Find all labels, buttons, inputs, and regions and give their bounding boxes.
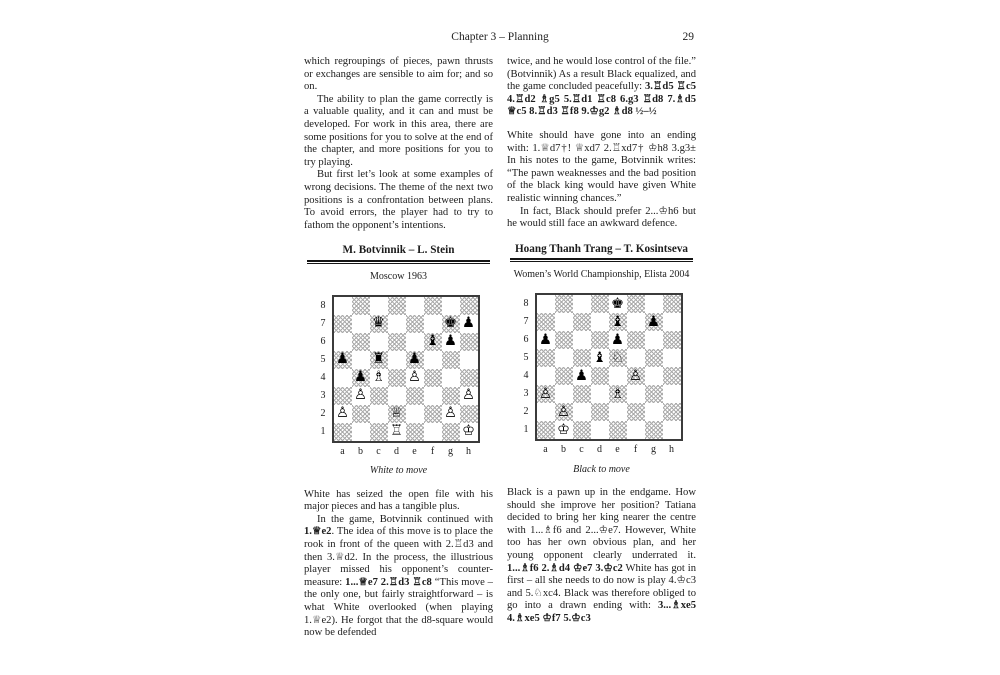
board-square	[460, 369, 478, 387]
board-row	[304, 295, 493, 443]
board-square	[352, 297, 370, 315]
file-label: f	[430, 445, 435, 457]
chess-piece: ♟	[645, 313, 663, 331]
board-square	[591, 331, 609, 349]
board-square	[663, 331, 681, 349]
rank-label: 3	[320, 389, 326, 401]
file-label: f	[633, 443, 638, 455]
chess-piece: ♙	[537, 385, 555, 403]
board-square	[370, 333, 388, 351]
board-square	[663, 403, 681, 421]
chess-diagram-botvinnik-stein	[304, 295, 493, 478]
paragraph	[507, 487, 696, 626]
text-segment: 1...♕e7 2.♖d3 ♖c8	[345, 576, 432, 588]
board-square	[406, 423, 424, 441]
board-square	[370, 297, 388, 315]
chess-board	[535, 293, 683, 441]
chess-piece: ♟	[575, 367, 588, 384]
diagram-caption: Black to move	[573, 463, 630, 475]
board-square	[334, 297, 352, 315]
board-rank-labels	[318, 295, 329, 443]
rank-label: 3	[523, 387, 529, 399]
board-square	[352, 351, 370, 369]
board-square	[388, 297, 406, 315]
paragraph	[507, 56, 696, 119]
board-square	[573, 349, 591, 367]
board-square	[573, 313, 591, 331]
board-square	[645, 367, 663, 385]
chess-piece: ♗	[372, 369, 385, 386]
file-label: a	[543, 443, 548, 455]
chess-piece: ♚	[442, 315, 460, 333]
board-square	[406, 297, 424, 315]
board-square	[442, 297, 460, 315]
text-segment: White should have gone into an ending with: 1.♕d7†! ♕xd7 2.♖xd7† ♔h8 3.g3± In his notes to the game, Botvinnik writes: “The pawn weaknesses and the bad position of the black king would have given White realistic winning chances.”	[507, 129, 696, 204]
game-title: M. Botvinnik – L. Stein	[342, 244, 455, 257]
rank-label: 8	[523, 297, 529, 309]
chess-piece: ♙	[354, 387, 367, 404]
chess-piece: ♙	[462, 387, 475, 404]
board-square	[537, 367, 555, 385]
board-square	[406, 387, 424, 405]
board-square	[537, 421, 555, 439]
right-column	[507, 56, 696, 640]
chess-piece: ♗	[609, 385, 627, 403]
board-square	[645, 385, 663, 403]
file-label: h	[466, 445, 471, 457]
chess-piece: ♙	[555, 403, 573, 421]
board-square	[460, 405, 478, 423]
board-square	[555, 295, 573, 313]
chapter-title: Chapter 3 – Planning	[451, 31, 549, 43]
board-square	[424, 387, 442, 405]
board-square	[591, 403, 609, 421]
left-column	[304, 56, 493, 640]
board-square	[424, 351, 442, 369]
rank-label: 5	[320, 353, 326, 365]
chess-piece: ♚	[611, 295, 624, 312]
file-labels-spacer	[523, 444, 537, 457]
file-label: d	[597, 443, 602, 455]
board-square	[663, 349, 681, 367]
board-square	[627, 349, 645, 367]
text-segment: Black is a pawn up in the endgame. How should she improve her position? Tatiana decided to bring her king nearer the centre with 1...♗f6 and 2...♔e7. However, White too has her own obvious plan, and her young opponent clearly underrated it.	[507, 487, 696, 562]
paragraph	[304, 169, 493, 232]
board-square	[442, 387, 460, 405]
rank-label: 1	[320, 425, 326, 437]
chess-piece: ♔	[462, 423, 475, 440]
chess-piece: ♟	[462, 315, 475, 332]
board-square	[591, 385, 609, 403]
page-header	[304, 31, 696, 43]
chess-piece: ♙	[408, 369, 421, 386]
chess-piece: ♟	[539, 331, 552, 348]
board-square	[591, 367, 609, 385]
text-segment: 3.♖d5 ♖c5 4.♖d2 ♗g5 5.♖d1 ♖c8 6.g3 ♖d8 7.♗d5 ♕c5 8.♖d3 ♖f8 9.♔g2 ♗d8 ½–½	[507, 81, 696, 118]
game-title: Hoang Thanh Trang – T. Kosintseva	[514, 242, 689, 255]
text-segment: In the game, Botvinnik continued with	[317, 513, 493, 525]
board-square	[352, 333, 370, 351]
chess-piece: ♛	[370, 315, 388, 333]
rank-label: 6	[320, 335, 326, 347]
paragraph	[304, 94, 493, 170]
text-segment: White has seized the open file with his major pieces and has a tangible plus.	[304, 488, 493, 513]
board-square	[460, 333, 478, 351]
board-square	[388, 333, 406, 351]
rank-label: 7	[320, 317, 326, 329]
board-square	[334, 369, 352, 387]
board-square	[370, 387, 388, 405]
page-number: 29	[682, 31, 694, 43]
board-file-labels	[507, 444, 696, 457]
board-square	[406, 405, 424, 423]
board-square	[591, 295, 609, 313]
rank-label: 5	[523, 351, 529, 363]
file-labels	[537, 444, 681, 457]
board-rank-labels	[521, 293, 532, 441]
board-square	[573, 385, 591, 403]
chess-piece: ♙	[627, 367, 645, 385]
board-square	[388, 369, 406, 387]
board-square	[555, 331, 573, 349]
paragraph	[304, 56, 493, 94]
chess-piece: ♝	[424, 333, 442, 351]
board-square	[663, 421, 681, 439]
file-label: h	[669, 443, 674, 455]
file-label: e	[615, 443, 620, 455]
board-square	[555, 385, 573, 403]
board-square	[406, 315, 424, 333]
board-square	[334, 333, 352, 351]
file-label: d	[394, 445, 399, 457]
board-square	[442, 423, 460, 441]
diagram-caption: White to move	[369, 465, 428, 477]
text-segment: 1.♕e2	[304, 526, 332, 538]
board-row	[507, 293, 696, 441]
board-square	[537, 295, 555, 313]
board-square	[663, 295, 681, 313]
file-label: e	[412, 445, 417, 457]
file-label: b	[561, 443, 566, 455]
file-label: a	[340, 445, 345, 457]
chess-piece: ♟	[444, 333, 457, 350]
board-square	[537, 349, 555, 367]
rank-label: 2	[320, 407, 326, 419]
board-square	[555, 349, 573, 367]
rank-label: 4	[320, 371, 326, 383]
board-square	[627, 403, 645, 421]
board-square	[388, 351, 406, 369]
chess-board	[332, 295, 480, 443]
board-square	[424, 315, 442, 333]
board-square	[555, 313, 573, 331]
paragraph	[304, 514, 493, 640]
board-square	[460, 351, 478, 369]
board-square	[537, 403, 555, 421]
board-square	[352, 405, 370, 423]
board-square	[573, 421, 591, 439]
paragraph	[507, 130, 696, 206]
rank-label: 6	[523, 333, 529, 345]
chess-diagram-trang-kosintseva	[507, 293, 696, 476]
text-segment: . The idea of this move is to place the rook in front of the queen with 2.♖d3 and then 3.♕d2. In the process, the illustrious player missed his opponent’s counter-measure:	[304, 526, 493, 588]
title-rule	[510, 258, 693, 262]
board-square	[645, 403, 663, 421]
board-square	[388, 387, 406, 405]
board-square	[424, 423, 442, 441]
text-segment: White has got in first – all she needs to do now is play 4.♔c3 and 5.♘xc4. Black was therefore obliged to go into a drawn ending with:	[507, 562, 697, 612]
file-label: g	[448, 445, 453, 457]
game-event: Women’s World Championship, Elista 2004	[513, 269, 690, 281]
board-square	[645, 331, 663, 349]
file-labels	[334, 446, 478, 459]
title-rule	[307, 260, 490, 264]
board-square	[388, 315, 406, 333]
board-square	[609, 367, 627, 385]
chess-piece: ♜	[370, 351, 388, 369]
rank-label: 7	[523, 315, 529, 327]
board-square	[591, 313, 609, 331]
text-segment: 3...♗xe5 4.♗xe5 ♔f7 5.♔c3	[507, 600, 696, 625]
chess-piece: ♝	[609, 313, 627, 331]
game-event: Moscow 1963	[370, 270, 427, 282]
board-square	[460, 297, 478, 315]
two-column-layout	[304, 56, 696, 640]
rank-label: 4	[523, 369, 529, 381]
text-segment: In fact, Black should prefer 2...♔h6 but he would still face an awkward defence.	[507, 205, 696, 230]
chess-piece: ♝	[593, 349, 606, 366]
board-square	[573, 331, 591, 349]
text-segment: “This move – the only one, but fairly straightforward – is what White overlooked (when playing 1.♕e2). He forgot that the d8-square would now be defended	[304, 576, 493, 639]
board-square	[609, 403, 627, 421]
board-square	[627, 421, 645, 439]
board-square	[406, 333, 424, 351]
rank-label: 8	[320, 299, 326, 311]
board-square	[591, 421, 609, 439]
rank-label: 2	[523, 405, 529, 417]
file-label: c	[376, 445, 381, 457]
board-square	[334, 387, 352, 405]
chess-piece: ♕	[388, 405, 406, 423]
board-square	[537, 313, 555, 331]
board-square	[424, 405, 442, 423]
board-square	[555, 367, 573, 385]
text-segment: which regroupings of pieces, pawn thrusts or exchanges are sensible to aim for; and so on.	[304, 56, 493, 93]
text-segment: twice, and he would lose control of the file.” (Botvinnik) As a result Black equalized, and the game concluded peacefully:	[507, 56, 696, 93]
board-square	[370, 405, 388, 423]
board-square	[627, 331, 645, 349]
board-square	[627, 295, 645, 313]
book-page	[304, 0, 696, 640]
text-segment: But first let’s look at some examples of wrong decisions. The theme of the next two positions is a confrontation between plans. To avoid errors, the player had to try to fathom the opponent’s intentions.	[304, 169, 493, 231]
file-label: b	[358, 445, 363, 457]
chess-piece: ♙	[336, 405, 349, 422]
chess-piece: ♔	[557, 421, 570, 438]
board-square	[645, 421, 663, 439]
board-square	[645, 349, 663, 367]
board-square	[352, 423, 370, 441]
board-square	[424, 369, 442, 387]
text-segment: The ability to plan the game correctly is a valuable quality, and it can and must be developed. For work in this area, there are some positions for you to solve at the end of the chapter, and more positions for you to try playing.	[304, 93, 493, 168]
paragraph	[304, 489, 493, 514]
board-square	[370, 423, 388, 441]
board-square	[573, 295, 591, 313]
paragraph	[507, 206, 696, 231]
board-square	[573, 403, 591, 421]
text-segment: 1...♗f6 2.♗d4 ♔e7 3.♔c2	[507, 562, 623, 574]
board-square	[424, 297, 442, 315]
board-square	[663, 367, 681, 385]
board-square	[442, 351, 460, 369]
board-square	[663, 385, 681, 403]
chess-piece: ♟	[352, 369, 370, 387]
chess-piece: ♘	[609, 349, 627, 367]
chess-piece: ♟	[406, 351, 424, 369]
board-square	[645, 295, 663, 313]
chess-piece: ♙	[444, 405, 457, 422]
file-label: g	[651, 443, 656, 455]
chess-piece: ♟	[334, 351, 352, 369]
board-square	[663, 313, 681, 331]
chess-piece: ♖	[390, 423, 403, 440]
board-square	[442, 369, 460, 387]
rank-label: 1	[523, 423, 529, 435]
board-square	[627, 313, 645, 331]
board-square	[609, 421, 627, 439]
board-square	[352, 315, 370, 333]
board-square	[334, 315, 352, 333]
file-label: c	[579, 443, 584, 455]
board-file-labels	[304, 446, 493, 459]
board-square	[334, 423, 352, 441]
file-labels-spacer	[320, 446, 334, 459]
chess-piece: ♟	[611, 331, 624, 348]
board-square	[627, 385, 645, 403]
